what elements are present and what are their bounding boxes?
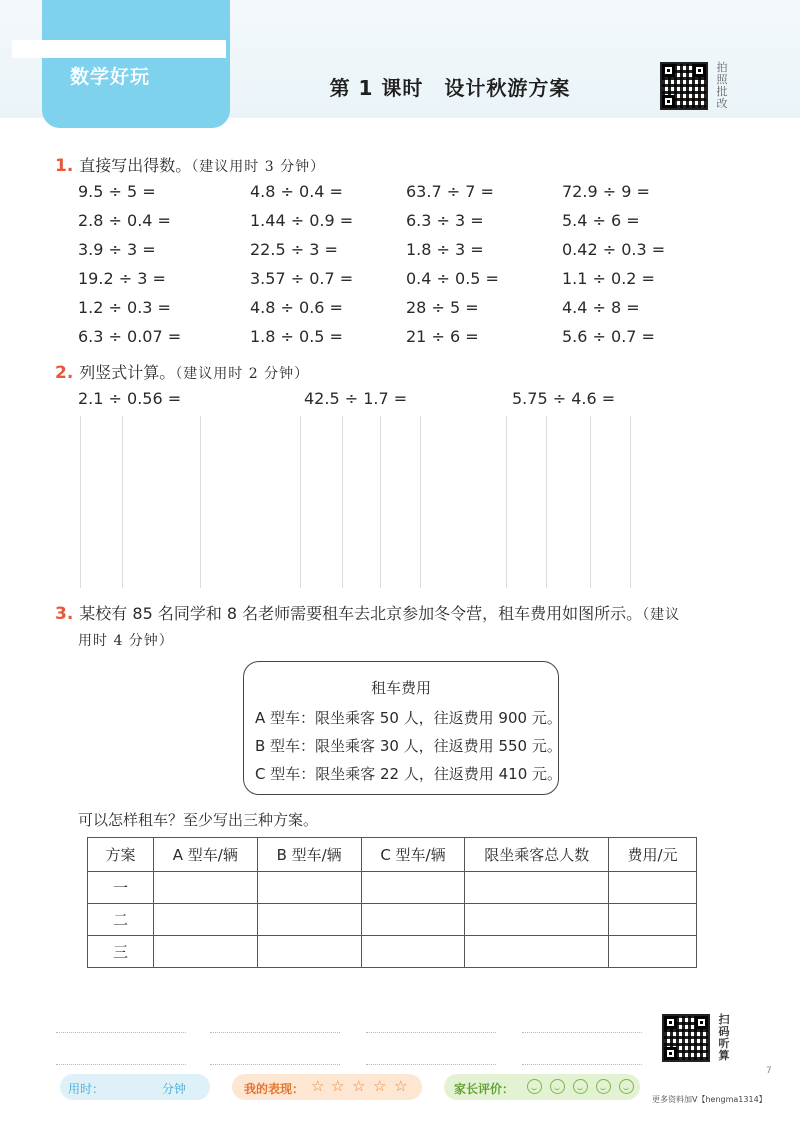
qr-label-photo-grade: 拍照批改	[716, 61, 728, 110]
plan-table	[87, 837, 697, 968]
page-title: 第 1 课时 设计秋游方案	[329, 76, 571, 100]
answer-dotted-line[interactable]	[522, 1032, 642, 1033]
answer-cell[interactable]	[465, 936, 609, 968]
question-3-heading	[55, 600, 745, 629]
page-number: 7	[766, 1066, 772, 1076]
oral-calc-expression: 1.8 ÷ 0.5 =	[250, 327, 343, 346]
question-3-hint-b: 用时 4 分钟）	[78, 633, 174, 649]
table-row-label: 二	[88, 904, 154, 936]
performance-label: 我的表现：	[244, 1082, 305, 1096]
oral-calc-expression: 1.44 ÷ 0.9 =	[250, 211, 354, 230]
smile-face-icon[interactable]	[527, 1079, 542, 1094]
work-guide-line	[342, 416, 343, 588]
work-guide-line	[590, 416, 591, 588]
rating-star-icon[interactable]: ☆	[331, 1077, 345, 1095]
work-guide-line	[506, 416, 507, 588]
answer-cell[interactable]	[609, 936, 697, 968]
qr-code-icon[interactable]	[660, 62, 708, 110]
oral-calc-expression: 6.3 ÷ 0.07 =	[78, 327, 182, 346]
rental-fee-box	[243, 661, 563, 795]
section-tab-label: 数学好玩	[70, 66, 151, 88]
work-guide-line	[300, 416, 301, 588]
answer-cell[interactable]	[361, 936, 465, 968]
oral-calc-expression: 0.4 ÷ 0.5 =	[406, 269, 499, 288]
question-3-text: 某校有 85 名同学和 8 名老师需要租车去北京参加冬令营，租车费用如图所示。	[79, 604, 643, 623]
oral-calc-expression: 1.1 ÷ 0.2 =	[562, 269, 655, 288]
vertical-calc-1: 2.1 ÷ 0.56 =	[78, 389, 182, 408]
table-row-label: 三	[88, 936, 154, 968]
work-guide-line	[546, 416, 547, 588]
oral-calc-expression: 72.9 ÷ 9 =	[562, 182, 650, 201]
oral-calc-expression: 4.4 ÷ 8 =	[562, 298, 640, 317]
table-row	[88, 936, 697, 968]
oral-calc-expression: 0.42 ÷ 0.3 =	[562, 240, 666, 259]
qr-code-icon[interactable]	[662, 1014, 710, 1062]
watermark-text: 更多资料加V【hengma1314】	[652, 1095, 767, 1104]
question-1-hint: （建议用时 3 分钟）	[191, 159, 326, 175]
answer-cell[interactable]	[153, 936, 257, 968]
question-1-number: 1.	[55, 156, 74, 176]
question-2-title: 列竖式计算。	[79, 363, 176, 382]
smile-face-icon[interactable]	[573, 1079, 588, 1094]
question-3-hint-a: （建议	[642, 607, 681, 623]
work-guide-line	[380, 416, 381, 588]
fee-line-b: B 型车：限坐乘客 30 人，往返费用 550 元。	[255, 737, 562, 755]
answer-cell[interactable]	[257, 904, 361, 936]
table-header-c: C 型车/辆	[361, 838, 465, 872]
oral-calc-expression: 3.9 ÷ 3 =	[78, 240, 156, 259]
question-3-number: 3.	[55, 604, 74, 624]
answer-dotted-line[interactable]	[56, 1064, 186, 1065]
answer-cell[interactable]	[361, 904, 465, 936]
question-3-prompt: 可以怎样租车？至少写出三种方案。	[78, 811, 319, 829]
oral-calc-expression: 6.3 ÷ 3 =	[406, 211, 484, 230]
smile-face-icon[interactable]	[619, 1079, 634, 1094]
question-1-heading	[55, 153, 325, 176]
table-row	[88, 904, 697, 936]
oral-calc-expression: 9.5 ÷ 5 =	[78, 182, 156, 201]
answer-cell[interactable]	[153, 872, 257, 904]
answer-cell[interactable]	[609, 904, 697, 936]
rating-star-icon[interactable]: ☆	[352, 1077, 366, 1095]
oral-calc-expression: 4.8 ÷ 0.6 =	[250, 298, 343, 317]
smile-face-icon[interactable]	[550, 1079, 565, 1094]
question-2-number: 2.	[55, 363, 74, 383]
question-2-heading	[55, 360, 309, 383]
oral-calc-expression: 2.8 ÷ 0.4 =	[78, 211, 171, 230]
answer-cell[interactable]	[361, 872, 465, 904]
smile-face-icon[interactable]	[596, 1079, 611, 1094]
time-label: 用时：	[68, 1082, 105, 1096]
table-header-b: B 型车/辆	[257, 838, 361, 872]
oral-calc-expression: 28 ÷ 5 =	[406, 298, 479, 317]
minute-label: 分钟	[162, 1082, 187, 1096]
answer-cell[interactable]	[609, 872, 697, 904]
work-guide-line	[630, 416, 631, 588]
work-guide-line	[122, 416, 123, 588]
table-header-capacity: 限坐乘客总人数	[465, 838, 609, 872]
answer-cell[interactable]	[153, 904, 257, 936]
answer-cell[interactable]	[257, 936, 361, 968]
answer-dotted-line[interactable]	[366, 1032, 496, 1033]
rental-fee-title: 租车费用	[370, 679, 431, 697]
answer-cell[interactable]	[465, 872, 609, 904]
fee-line-c: C 型车：限坐乘客 22 人，往返费用 410 元。	[255, 765, 563, 783]
table-row	[88, 872, 697, 904]
oral-calc-expression: 5.6 ÷ 0.7 =	[562, 327, 655, 346]
table-header-plan: 方案	[88, 838, 154, 872]
table-header-cost: 费用/元	[609, 838, 697, 872]
oral-calc-expression: 3.57 ÷ 0.7 =	[250, 269, 354, 288]
oral-calc-expression: 63.7 ÷ 7 =	[406, 182, 494, 201]
oral-calc-expression: 22.5 ÷ 3 =	[250, 240, 338, 259]
oral-calc-expression: 1.2 ÷ 0.3 =	[78, 298, 171, 317]
work-guide-line	[420, 416, 421, 588]
work-guide-line	[80, 416, 81, 588]
answer-cell[interactable]	[465, 904, 609, 936]
answer-dotted-line[interactable]	[366, 1064, 496, 1065]
answer-cell[interactable]	[257, 872, 361, 904]
answer-dotted-line[interactable]	[56, 1032, 186, 1033]
work-guide-line	[200, 416, 201, 588]
oral-calc-expression: 4.8 ÷ 0.4 =	[250, 182, 343, 201]
oral-calc-expression: 19.2 ÷ 3 =	[78, 269, 166, 288]
tab-highlight-strip	[12, 40, 226, 58]
rating-star-icon[interactable]: ☆	[373, 1077, 387, 1095]
vertical-calc-3: 5.75 ÷ 4.6 =	[512, 389, 616, 408]
fee-line-a: A 型车：限坐乘客 50 人，往返费用 900 元。	[255, 709, 562, 727]
answer-dotted-line[interactable]	[522, 1064, 642, 1065]
qr-label-listen: 扫码听算	[718, 1013, 730, 1062]
answer-dotted-line[interactable]	[210, 1064, 340, 1065]
vertical-calc-2: 42.5 ÷ 1.7 =	[304, 389, 408, 408]
rating-star-icon[interactable]: ☆	[311, 1077, 325, 1095]
rating-star-icon[interactable]: ☆	[394, 1077, 408, 1095]
oral-calc-expression: 1.8 ÷ 3 =	[406, 240, 484, 259]
oral-calc-expression: 21 ÷ 6 =	[406, 327, 479, 346]
parent-label: 家长评价：	[454, 1082, 515, 1096]
answer-dotted-line[interactable]	[210, 1032, 340, 1033]
table-header-row	[88, 838, 697, 872]
table-row-label: 一	[88, 872, 154, 904]
question-1-title: 直接写出得数。	[79, 156, 192, 175]
question-2-hint: （建议用时 2 分钟）	[175, 366, 310, 382]
oral-calc-expression: 5.4 ÷ 6 =	[562, 211, 640, 230]
table-header-a: A 型车/辆	[153, 838, 257, 872]
